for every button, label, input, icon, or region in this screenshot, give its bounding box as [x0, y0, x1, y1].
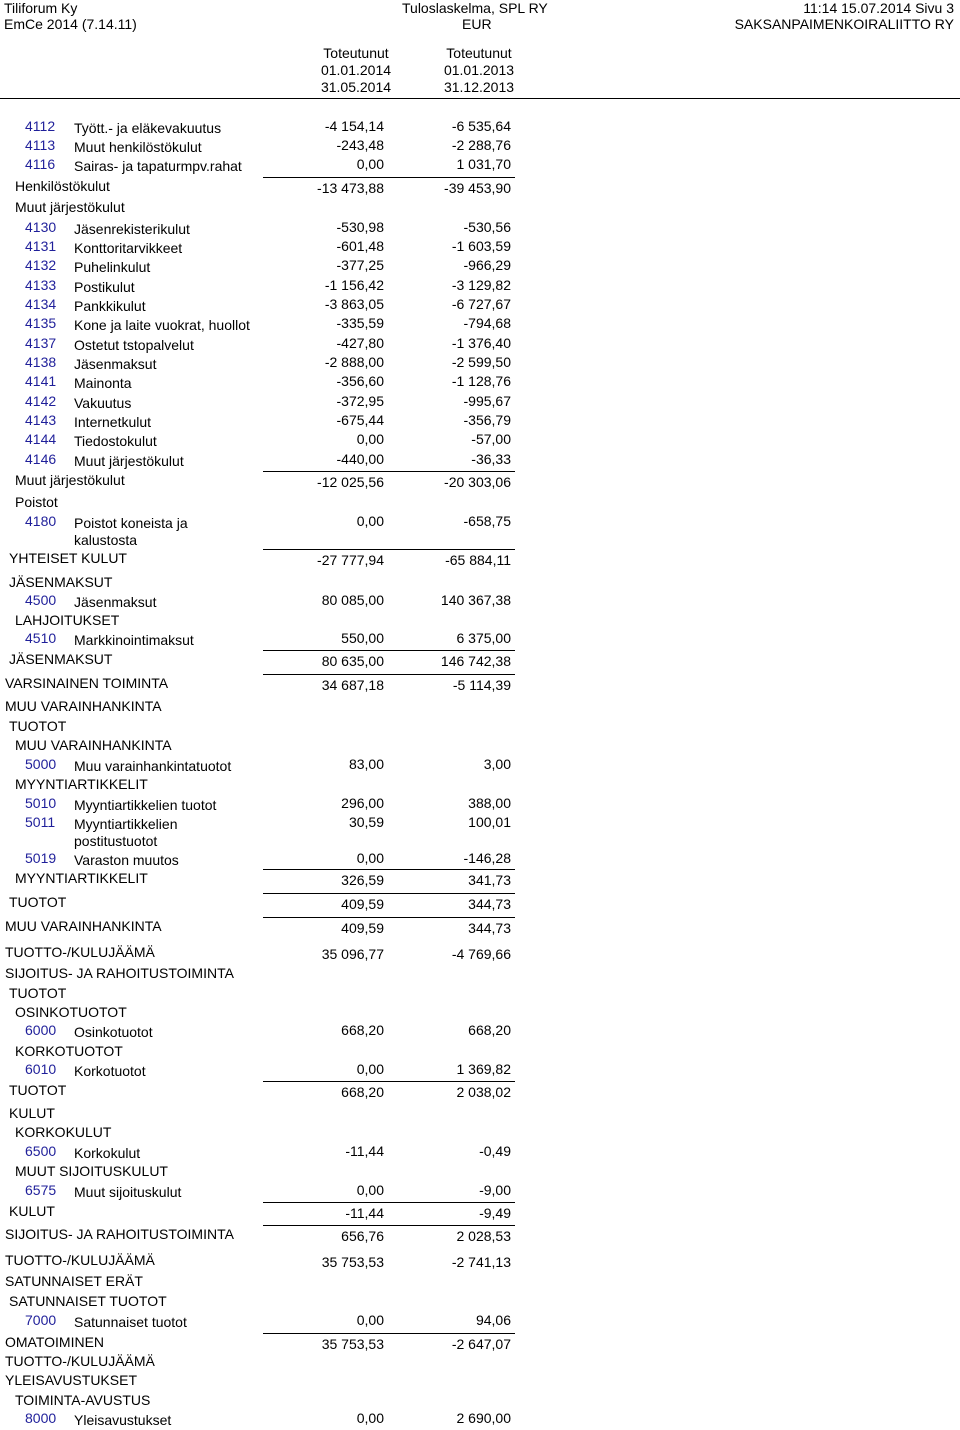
section-heading: SIJOITUS- JA RAHOITUSTOIMINTA — [5, 965, 234, 981]
account-code: 4131 — [25, 238, 57, 254]
account-name: Poistot koneista ja — [74, 515, 188, 531]
account-name: Puhelinkulut — [74, 259, 151, 275]
account-code: 6010 — [25, 1061, 57, 1077]
total-row — [0, 1334, 960, 1369]
total-row — [0, 550, 960, 570]
section-heading: JÄSENMAKSUT — [9, 574, 113, 590]
column-header-line: 01.01.2013 — [443, 62, 515, 78]
value-previous-period: -966,29 — [463, 257, 511, 273]
subtotal-line — [263, 1081, 515, 1082]
total-label: VARSINAINEN TOIMINTA — [5, 675, 169, 691]
subtotal-line — [263, 674, 515, 675]
column-header-line: 31.12.2013 — [443, 79, 515, 95]
total-label: Henkilöstökulut — [15, 178, 110, 194]
account-code: 4500 — [25, 592, 57, 608]
account-name: Internetkulut — [74, 414, 152, 430]
value-current-period: -530,98 — [336, 219, 384, 235]
value-previous-period: 1 369,82 — [456, 1061, 511, 1077]
total-label: KULUT — [9, 1203, 55, 1219]
account-row — [0, 315, 960, 335]
subtotal-line — [263, 549, 515, 550]
value-current-period: 409,59 — [341, 920, 384, 936]
value-current-period: 0,00 — [356, 513, 384, 529]
account-code: 4135 — [25, 315, 57, 331]
value-previous-period: -39 453,90 — [444, 180, 511, 196]
value-previous-period: -6 535,64 — [451, 118, 511, 134]
account-row — [0, 373, 960, 393]
header-divider — [0, 98, 960, 99]
total-row — [0, 1226, 960, 1246]
value-previous-period: 388,00 — [468, 795, 511, 811]
account-code: 4141 — [25, 373, 57, 389]
value-previous-period: -3 129,82 — [451, 277, 511, 293]
value-previous-period: -2 741,13 — [451, 1254, 511, 1270]
account-name: Konttoritarvikkeet — [74, 240, 183, 256]
account-row — [0, 756, 960, 776]
account-row — [0, 1410, 960, 1430]
section-heading: LAHJOITUKSET — [15, 612, 120, 628]
value-current-period: -2 888,00 — [324, 354, 384, 370]
account-name: Pankkikulut — [74, 298, 146, 314]
section-heading: MUU VARAINHANKINTA — [15, 737, 172, 753]
account-code: 4510 — [25, 630, 57, 646]
total-row — [0, 944, 960, 964]
account-row — [0, 393, 960, 413]
total-row — [0, 178, 960, 198]
section-heading: TUOTOT — [9, 718, 67, 734]
account-row — [0, 513, 960, 548]
total-row — [0, 870, 960, 890]
value-current-period: -377,25 — [336, 257, 384, 273]
value-current-period: 656,76 — [341, 1228, 384, 1244]
subtotal-line — [263, 177, 515, 178]
account-name: Muu varainhankintatuotot — [74, 758, 232, 774]
account-row — [0, 1182, 960, 1202]
account-name-continued: kalustosta — [74, 532, 138, 548]
value-previous-period: 3,00 — [483, 756, 511, 772]
value-previous-period: -5 114,39 — [452, 677, 511, 693]
value-current-period: -372,95 — [336, 393, 384, 409]
value-previous-period: -2 599,50 — [451, 354, 511, 370]
value-current-period: 34 687,18 — [321, 677, 384, 693]
column-header-line: Toteutunut — [446, 45, 512, 61]
total-row — [0, 675, 960, 695]
subtotal-line — [263, 1225, 515, 1226]
account-name: Vakuutus — [74, 395, 132, 411]
total-row — [0, 651, 960, 671]
account-row — [0, 630, 960, 650]
value-current-period: -427,80 — [336, 335, 384, 351]
value-current-period: -440,00 — [336, 451, 384, 467]
account-row — [0, 277, 960, 297]
account-row — [0, 1143, 960, 1163]
section-heading: YLEISAVUSTUKSET — [5, 1372, 138, 1388]
value-previous-period: -65 884,11 — [445, 552, 511, 568]
section-heading: MUU VARAINHANKINTA — [5, 698, 162, 714]
account-code: 8000 — [25, 1410, 57, 1426]
value-previous-period: -356,79 — [463, 412, 511, 428]
value-current-period: -27 777,94 — [317, 552, 384, 568]
subtotal-line — [263, 1333, 515, 1334]
total-label: OMATOIMINEN — [5, 1334, 105, 1350]
account-code: 4112 — [25, 118, 56, 134]
account-row — [0, 156, 960, 176]
value-previous-period: -6 727,67 — [451, 296, 511, 312]
value-previous-period: -2 288,76 — [451, 137, 511, 153]
value-current-period: 0,00 — [356, 850, 384, 866]
value-current-period: -12 025,56 — [317, 474, 384, 490]
account-code: 5010 — [25, 795, 57, 811]
account-row — [0, 850, 960, 870]
value-current-period: 35 753,53 — [321, 1254, 384, 1270]
account-row — [0, 354, 960, 374]
section-heading: KULUT — [9, 1105, 55, 1121]
value-previous-period: -794,68 — [463, 315, 511, 331]
value-previous-period: -1 376,40 — [451, 335, 511, 351]
value-previous-period: 146 742,38 — [440, 653, 511, 669]
time-page: 11:14 15.07.2014 Sivu 3 — [803, 0, 954, 16]
total-row — [0, 1082, 960, 1102]
account-name: Myyntiartikkelien tuotot — [74, 797, 217, 813]
account-row — [0, 118, 960, 138]
total-row — [0, 1252, 960, 1272]
total-label: SIJOITUS- JA RAHOITUSTOIMINTA — [5, 1226, 234, 1242]
value-previous-period: -146,28 — [463, 850, 511, 866]
section-heading: SATUNNAISET TUOTOT — [9, 1293, 167, 1309]
account-code: 4130 — [25, 219, 57, 235]
account-code: 4137 — [25, 335, 57, 351]
value-previous-period: -57,00 — [471, 431, 511, 447]
account-name: Jäsenrekisterikulut — [74, 221, 190, 237]
value-current-period: 0,00 — [356, 156, 384, 172]
account-name: Korkokulut — [74, 1145, 141, 1161]
value-previous-period: -20 303,06 — [444, 474, 511, 490]
value-current-period: 0,00 — [356, 1410, 384, 1426]
account-code: 4132 — [25, 257, 57, 273]
value-current-period: 409,59 — [341, 896, 384, 912]
account-name: Muut järjestökulut — [74, 453, 184, 469]
value-current-period: -601,48 — [336, 238, 384, 254]
account-code: 4143 — [25, 412, 57, 428]
subtotal-line — [263, 869, 515, 870]
value-current-period: 80 635,00 — [321, 653, 384, 669]
value-previous-period: -1 603,59 — [451, 238, 511, 254]
account-name: Tiedostokulut — [74, 433, 157, 449]
value-current-period: 668,20 — [341, 1022, 384, 1038]
value-current-period: 35 096,77 — [321, 946, 384, 962]
value-previous-period: 1 031,70 — [456, 156, 511, 172]
section-heading: OSINKOTUOTOT — [15, 1004, 127, 1020]
organization-name: SAKSANPAIMENKOIRALIITTO RY — [734, 16, 954, 32]
account-name: Jäsenmaksut — [74, 594, 157, 610]
total-label: JÄSENMAKSUT — [9, 651, 113, 667]
value-current-period: -11,44 — [345, 1143, 384, 1159]
account-row — [0, 431, 960, 451]
account-row — [0, 795, 960, 815]
account-code: 4116 — [25, 156, 56, 172]
value-current-period: -11,44 — [345, 1205, 384, 1221]
section-heading: KORKOTUOTOT — [15, 1043, 123, 1059]
value-current-period: 296,00 — [341, 795, 384, 811]
subtotal-line — [263, 471, 515, 472]
account-row — [0, 137, 960, 157]
total-label-continued: TUOTTO-/KULUJÄÄMÄ — [5, 1353, 155, 1369]
account-name: Osinkotuotot — [74, 1024, 153, 1040]
account-code: 4113 — [25, 137, 56, 153]
section-heading: MUUT SIJOITUSKULUT — [15, 1163, 168, 1179]
account-row — [0, 1312, 960, 1332]
total-row — [0, 894, 960, 914]
value-current-period: 80 085,00 — [321, 592, 384, 608]
section-heading: Muut järjestökulut — [15, 199, 125, 215]
value-previous-period: 2 690,00 — [456, 1410, 511, 1426]
account-row — [0, 257, 960, 277]
account-name: Muut henkilöstökulut — [74, 139, 202, 155]
value-current-period: -675,44 — [336, 412, 384, 428]
total-label: MUU VARAINHANKINTA — [5, 918, 162, 934]
account-name: Jäsenmaksut — [74, 356, 157, 372]
account-code: 5019 — [25, 850, 57, 866]
account-code: 7000 — [25, 1312, 57, 1328]
value-previous-period: 668,20 — [468, 1022, 511, 1038]
value-previous-period: -1 128,76 — [451, 373, 511, 389]
total-label: TUOTTO-/KULUJÄÄMÄ — [5, 944, 155, 960]
value-current-period: 668,20 — [341, 1084, 384, 1100]
value-previous-period: -9,49 — [479, 1205, 511, 1221]
account-name: Markkinointimaksut — [74, 632, 194, 648]
value-previous-period: -995,67 — [463, 393, 511, 409]
value-previous-period: 100,01 — [468, 814, 511, 830]
total-label: TUOTOT — [9, 1082, 67, 1098]
account-row — [0, 238, 960, 258]
section-heading: MYYNTIARTIKKELIT — [15, 776, 148, 792]
total-label: TUOTOT — [9, 894, 67, 910]
company-name: Tiliforum Ky — [4, 0, 78, 16]
value-previous-period: 2 038,02 — [456, 1084, 511, 1100]
account-code: 6000 — [25, 1022, 57, 1038]
account-code: 4134 — [25, 296, 57, 312]
account-code: 6575 — [25, 1182, 57, 1198]
total-row — [0, 1203, 960, 1223]
total-label: Muut järjestökulut — [15, 472, 125, 488]
account-row — [0, 335, 960, 355]
account-name: Yleisavustukset — [74, 1412, 172, 1428]
account-row — [0, 451, 960, 471]
account-code: 4144 — [25, 431, 57, 447]
column-header-line: 31.05.2014 — [320, 79, 392, 95]
account-name: Tyött.- ja eläkevakuutus — [74, 120, 222, 136]
subtotal-line — [263, 650, 515, 651]
value-current-period: 35 753,53 — [321, 1336, 384, 1352]
section-heading: TUOTOT — [9, 985, 67, 1001]
value-current-period: -243,48 — [336, 137, 384, 153]
value-current-period: 0,00 — [356, 1061, 384, 1077]
section-heading: SATUNNAISET ERÄT — [5, 1273, 143, 1289]
value-previous-period: -2 647,07 — [451, 1336, 511, 1352]
value-previous-period: 344,73 — [468, 896, 511, 912]
value-current-period: 0,00 — [356, 431, 384, 447]
total-label: YHTEISET KULUT — [9, 550, 127, 566]
value-previous-period: -36,33 — [471, 451, 511, 467]
value-previous-period: -4 769,66 — [451, 946, 511, 962]
section-heading: Poistot — [15, 494, 58, 510]
account-name: Satunnaiset tuotot — [74, 1314, 187, 1330]
value-previous-period: -0,49 — [479, 1143, 511, 1159]
account-name: Sairas- ja tapaturmpv.rahat — [74, 158, 242, 174]
total-label: MYYNTIARTIKKELIT — [15, 870, 148, 886]
account-name: Muut sijoituskulut — [74, 1184, 182, 1200]
value-current-period: -356,60 — [336, 373, 384, 389]
account-name: Varaston muutos — [74, 852, 179, 868]
total-label: TUOTTO-/KULUJÄÄMÄ — [5, 1252, 155, 1268]
account-row — [0, 219, 960, 239]
account-row — [0, 296, 960, 316]
value-current-period: 326,59 — [341, 872, 384, 888]
account-row — [0, 1061, 960, 1081]
account-name: Kone ja laite vuokrat, huollot — [74, 317, 250, 333]
account-name: Mainonta — [74, 375, 132, 391]
account-name: Myyntiartikkelien — [74, 816, 178, 832]
section-heading: KORKOKULUT — [15, 1124, 112, 1140]
report-title: Tuloslaskelma, SPL RY — [402, 0, 548, 16]
account-row — [0, 1022, 960, 1042]
value-previous-period: 140 367,38 — [440, 592, 511, 608]
value-previous-period: 94,06 — [475, 1312, 511, 1328]
account-code: 4142 — [25, 393, 57, 409]
account-code: 4146 — [25, 451, 57, 467]
value-previous-period: -530,56 — [463, 219, 511, 235]
value-previous-period: -658,75 — [463, 513, 511, 529]
value-current-period: -335,59 — [336, 315, 384, 331]
total-row — [0, 472, 960, 492]
value-current-period: -13 473,88 — [317, 180, 384, 196]
account-name-continued: postitustuotot — [74, 833, 158, 849]
section-heading: TOIMINTA-AVUSTUS — [15, 1392, 151, 1408]
value-current-period: -3 863,05 — [324, 296, 384, 312]
account-row — [0, 592, 960, 612]
account-code: 5000 — [25, 756, 57, 772]
value-current-period: -1 156,42 — [324, 277, 384, 293]
account-code: 4180 — [25, 513, 57, 529]
value-current-period: 0,00 — [356, 1312, 384, 1328]
column-header-previous — [420, 45, 538, 96]
subtotal-line — [263, 893, 515, 894]
software-version: EmCe 2014 (7.14.11) — [4, 16, 137, 32]
value-previous-period: -9,00 — [479, 1182, 511, 1198]
column-header-line: 01.01.2014 — [320, 62, 392, 78]
column-header-current — [300, 45, 412, 96]
value-previous-period: 344,73 — [468, 920, 511, 936]
account-row — [0, 412, 960, 432]
currency: EUR — [462, 16, 492, 32]
subtotal-line — [263, 1202, 515, 1203]
value-current-period: 30,59 — [348, 814, 384, 830]
account-name: Korkotuotot — [74, 1063, 146, 1079]
account-code: 4133 — [25, 277, 57, 293]
column-header-line: Toteutunut — [323, 45, 389, 61]
value-current-period: -4 154,14 — [324, 118, 384, 134]
value-current-period: 83,00 — [348, 756, 384, 772]
value-previous-period: 341,73 — [468, 872, 511, 888]
total-row — [0, 918, 960, 938]
account-code: 4138 — [25, 354, 57, 370]
value-previous-period: 2 028,53 — [456, 1228, 511, 1244]
value-current-period: 0,00 — [356, 1182, 384, 1198]
account-code: 6500 — [25, 1143, 57, 1159]
value-previous-period: 6 375,00 — [456, 630, 511, 646]
value-current-period: 550,00 — [341, 630, 384, 646]
account-row — [0, 814, 960, 849]
subtotal-line — [263, 917, 515, 918]
account-name: Ostetut tstopalvelut — [74, 337, 194, 353]
account-code: 5011 — [25, 814, 56, 830]
account-name: Postikulut — [74, 279, 135, 295]
